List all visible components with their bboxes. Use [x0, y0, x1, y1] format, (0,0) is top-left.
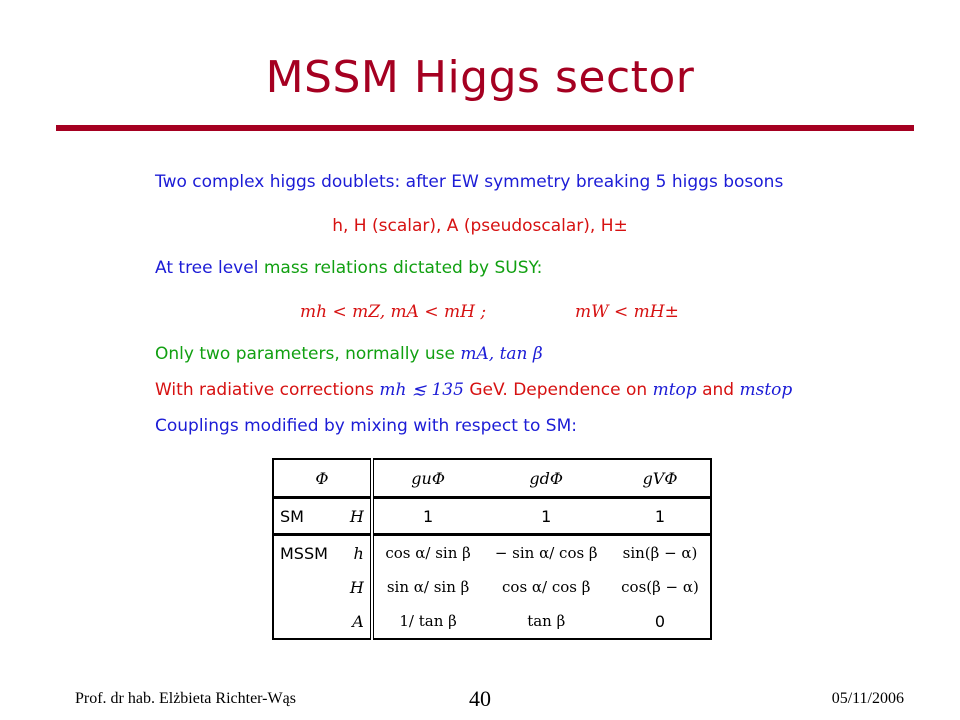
- row-gu: sin α/ sin β: [386, 578, 470, 596]
- row-boson: h: [341, 535, 372, 571]
- row-gv: sin(β − α): [622, 544, 698, 562]
- row-gv: 0: [654, 611, 666, 631]
- header-gu: guΦ: [372, 459, 483, 498]
- row-boson: H: [341, 498, 372, 535]
- table-row: [273, 570, 711, 604]
- row-model: SM: [273, 498, 341, 535]
- row-gu: 1/ tan β: [399, 612, 457, 630]
- radiative-text: With radiative corrections: [155, 380, 380, 400]
- row-model: MSSM: [280, 543, 328, 563]
- mass-relations-label: mass relations dictated by SUSY:: [263, 258, 543, 278]
- couplings-table: [272, 458, 712, 640]
- parameters-line: [155, 344, 543, 364]
- row-gu: cos α/ sin β: [385, 544, 471, 562]
- mass-relation-2: mW < mH±: [575, 302, 679, 322]
- tree-level-label: At tree level: [155, 258, 264, 278]
- row-gv: cos(β − α): [621, 578, 699, 596]
- header-gv: gVΦ: [610, 459, 711, 498]
- parameters-math: mA, tan β: [460, 344, 543, 364]
- title-divider: [56, 125, 914, 131]
- row-boson: A: [341, 604, 372, 639]
- higgs-bosons-text: h, H (scalar), A (pseudoscalar), H±: [332, 216, 628, 236]
- parameters-text: Only two parameters, normally use: [155, 344, 461, 364]
- couplings-line: Couplings modified by mixing with respect to SM:: [155, 416, 577, 436]
- and-text: and: [696, 380, 740, 400]
- row-model: [273, 604, 341, 639]
- row-gd: − sin α/ cos β: [494, 544, 598, 562]
- slide-title: MSSM Higgs sector: [265, 52, 695, 103]
- radiative-math: mh ≲ 135: [379, 380, 464, 400]
- table-row: [273, 535, 711, 571]
- footer-page-number: 40: [469, 686, 491, 711]
- header-gd: gdΦ: [482, 459, 610, 498]
- header-phi: Φ: [273, 459, 372, 498]
- row-gv: 1: [610, 498, 711, 535]
- row-boson: H: [341, 570, 372, 604]
- table-row: [273, 604, 711, 639]
- table-row: [273, 498, 711, 535]
- higgs-bosons-line: [0, 216, 960, 236]
- mstop-math: mstop: [739, 380, 793, 400]
- radiative-rest: GeV. Dependence on: [463, 380, 653, 400]
- mtop-math: mtop: [652, 380, 697, 400]
- tree-level-line: [155, 258, 542, 278]
- footer-date: 05/11/2006: [831, 690, 904, 707]
- radiative-line: [155, 380, 792, 400]
- row-gd: tan β: [527, 612, 566, 630]
- row-gu: 1: [372, 498, 483, 535]
- row-model: [273, 570, 341, 604]
- table-header-row: [273, 459, 711, 498]
- mass-relation-1: mh < mZ, mA < mH ;: [300, 302, 487, 322]
- row-gd: cos α/ cos β: [502, 578, 591, 596]
- footer-author: Prof. dr hab. Elżbieta Richter-Wąs: [75, 690, 296, 707]
- row-gd: 1: [482, 498, 610, 535]
- intro-line: Two complex higgs doublets: after EW symmetry breaking 5 higgs bosons: [155, 172, 784, 192]
